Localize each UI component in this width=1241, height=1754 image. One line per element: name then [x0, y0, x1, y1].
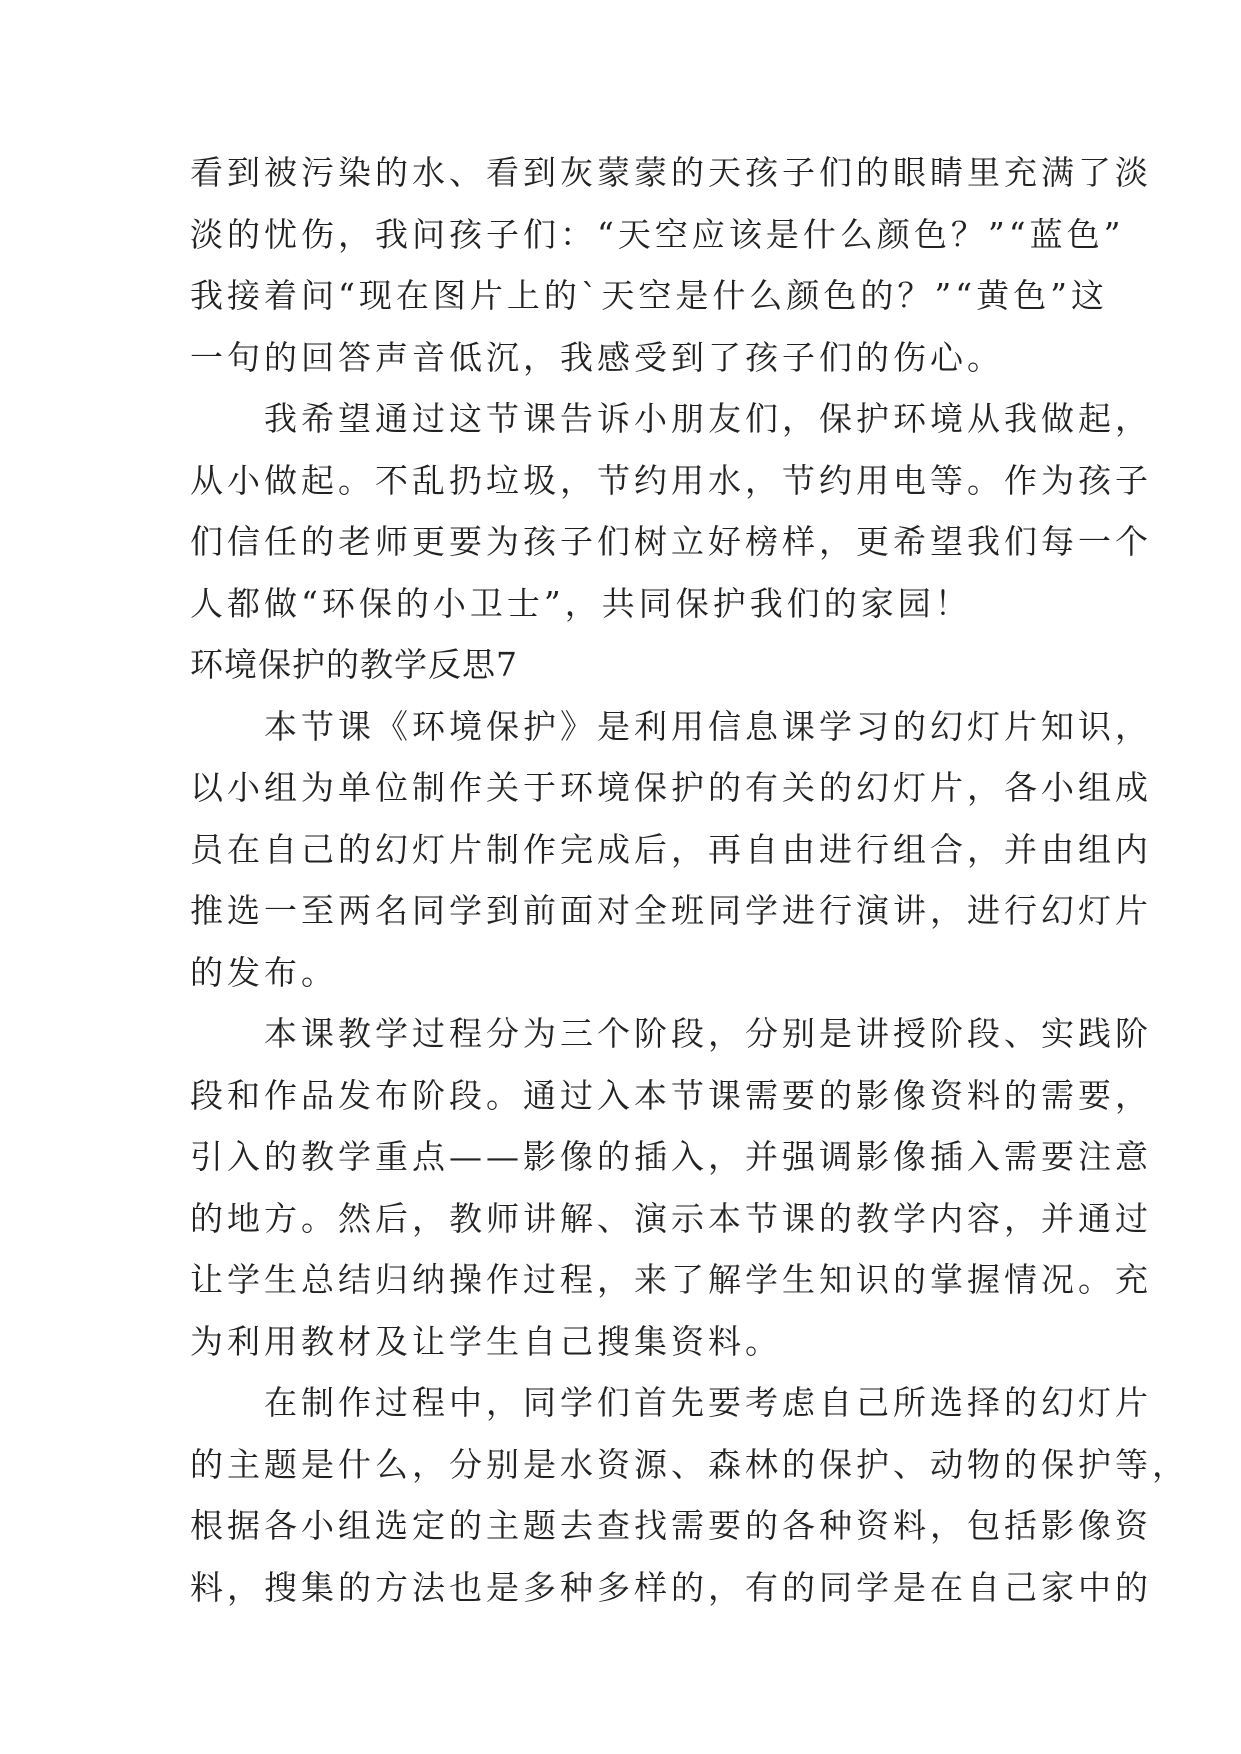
- text-line: 的主题是什么，分别是水资源、森林的保护、动物的保护等，: [190, 1444, 1189, 1484]
- text-line: 本课教学过程分为三个阶段，分别是讲授阶段、实践阶: [190, 1014, 1152, 1053]
- text-line: 人都做“环保的小卫士”，共同保护我们的家园！: [190, 583, 972, 623]
- text-line: 料，搜集的方法也是多种多样的，有的同学是在自己家中的: [190, 1567, 1152, 1607]
- document-body: [190, 142, 1189, 1618]
- section-heading: 环境保护的教学反思7: [190, 645, 518, 684]
- text-line: 从小做起。不乱扔垃圾，节约用水，节约用电等。作为孩子: [190, 460, 1152, 500]
- text-line: 一句的回答声音低沉，我感受到了孩子们的伤心。: [190, 337, 1004, 377]
- text-line: 的地方。然后，教师讲解、演示本节课的教学内容，并通过: [190, 1198, 1152, 1238]
- text-line: 的发布。: [190, 952, 338, 992]
- text-line: 根据各小组选定的主题去查找需要的各种资料，包括影像资: [190, 1506, 1152, 1545]
- text-line: 为利用教材及让学生自己搜集资料。: [190, 1321, 782, 1361]
- text-line: 我接着问“现在图片上的`天空是什么颜色的？”“黄色”这: [190, 276, 1108, 315]
- text-line: 推选一至两名同学到前面对全班同学进行演讲，进行幻灯片: [190, 891, 1152, 930]
- text-line: 员在自己的幻灯片制作完成后，再自由进行组合，并由组内: [190, 829, 1152, 869]
- text-line: 本节课《环境保护》是利用信息课学习的幻灯片知识，: [190, 706, 1152, 746]
- text-line: 以小组为单位制作关于环境保护的有关的幻灯片，各小组成: [190, 768, 1152, 807]
- text-line: 在制作过程中，同学们首先要考虑自己所选择的幻灯片: [190, 1383, 1152, 1422]
- text-line: 让学生总结归纳操作过程，来了解学生知识的掌握情况。充: [190, 1260, 1152, 1299]
- text-line: 们信任的老师更要为孩子们树立好榜样，更希望我们每一个: [190, 522, 1152, 561]
- text-line: 段和作品发布阶段。通过入本节课需要的影像资料的需要，: [190, 1075, 1152, 1115]
- text-line: 看到被污染的水、看到灰蒙蒙的天孩子们的眼睛里充满了淡: [190, 153, 1152, 192]
- text-line: 引入的教学重点——影像的插入，并强调影像插入需要注意: [190, 1137, 1152, 1176]
- text-line: 淡的忧伤，我问孩子们：“天空应该是什么颜色？”“蓝色”: [190, 214, 1125, 254]
- text-line: 我希望通过这节课告诉小朋友们，保护环境从我做起，: [190, 399, 1152, 438]
